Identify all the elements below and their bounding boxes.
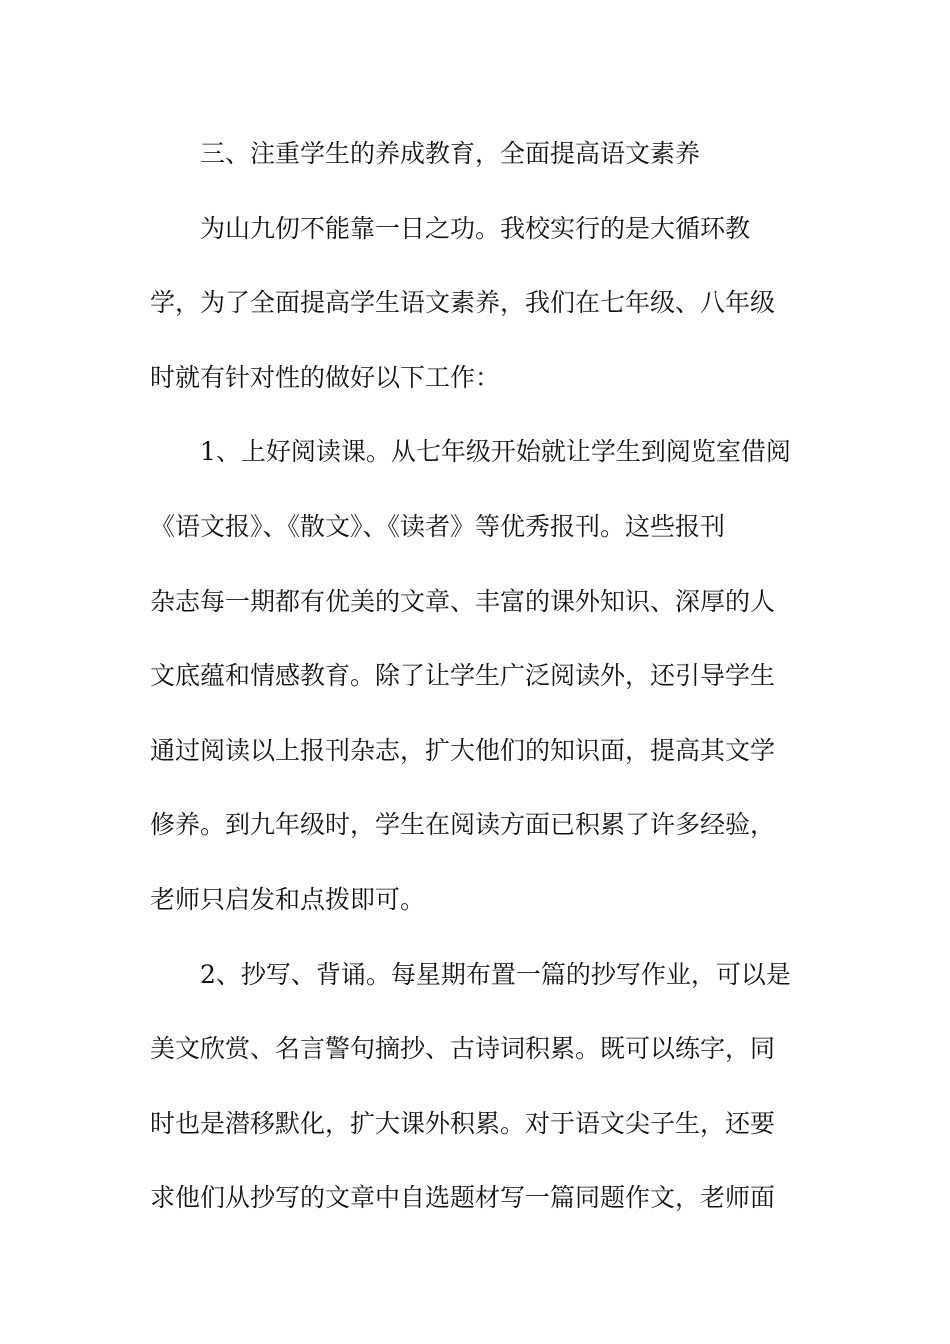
paragraph-line: 时就有针对性的做好以下工作： <box>150 362 501 392</box>
paragraph-line: 2、抄写、背诵。每星期布置一篇的抄写作业，可以是 <box>200 959 791 989</box>
paragraph-line: 美文欣赏、名言警句摘抄、古诗词积累。既可以练字，同 <box>150 1034 776 1064</box>
paragraph-line: 修养。到九年级时，学生在阅读方面已积累了许多经验， <box>150 810 776 840</box>
paragraph-line: 时也是潜移默化，扩大课外积累。对于语文尖子生，还要 <box>150 1108 776 1138</box>
paragraph-1 <box>150 192 810 416</box>
paragraph-line: 求他们从抄写的文章中自选题材写一篇同题作文，老师面 <box>150 1183 776 1213</box>
paragraph-line: 老师只启发和点拨即可。 <box>150 884 426 914</box>
paragraph-line: 为山九仞不能靠一日之功。我校实行的是大循环教 <box>200 213 751 243</box>
paragraph-line: 学，为了全面提高学生语文素养，我们在七年级、八年级 <box>150 288 776 318</box>
paragraph-line: 1、上好阅读课。从七年级开始就让学生到阅览室借阅 <box>200 437 791 467</box>
section-heading: 三、注重学生的养成教育，全面提高语文素养 <box>200 139 701 168</box>
document-body <box>150 117 810 1236</box>
paragraph-line: 杂志每一期都有优美的文章、丰富的课外知识、深厚的人 <box>150 586 776 616</box>
paragraph-line: 《语文报》、《散文》、《读者》等优秀报刊。这些报刊 <box>150 511 726 541</box>
paragraph-line: 文底蕴和情感教育。除了让学生广泛阅读外，还引导学生 <box>150 661 776 691</box>
paragraph-2 <box>150 415 810 937</box>
paragraph-line: 通过阅读以上报刊杂志，扩大他们的知识面，提高其文学 <box>150 735 776 765</box>
paragraph-3 <box>150 938 810 1236</box>
